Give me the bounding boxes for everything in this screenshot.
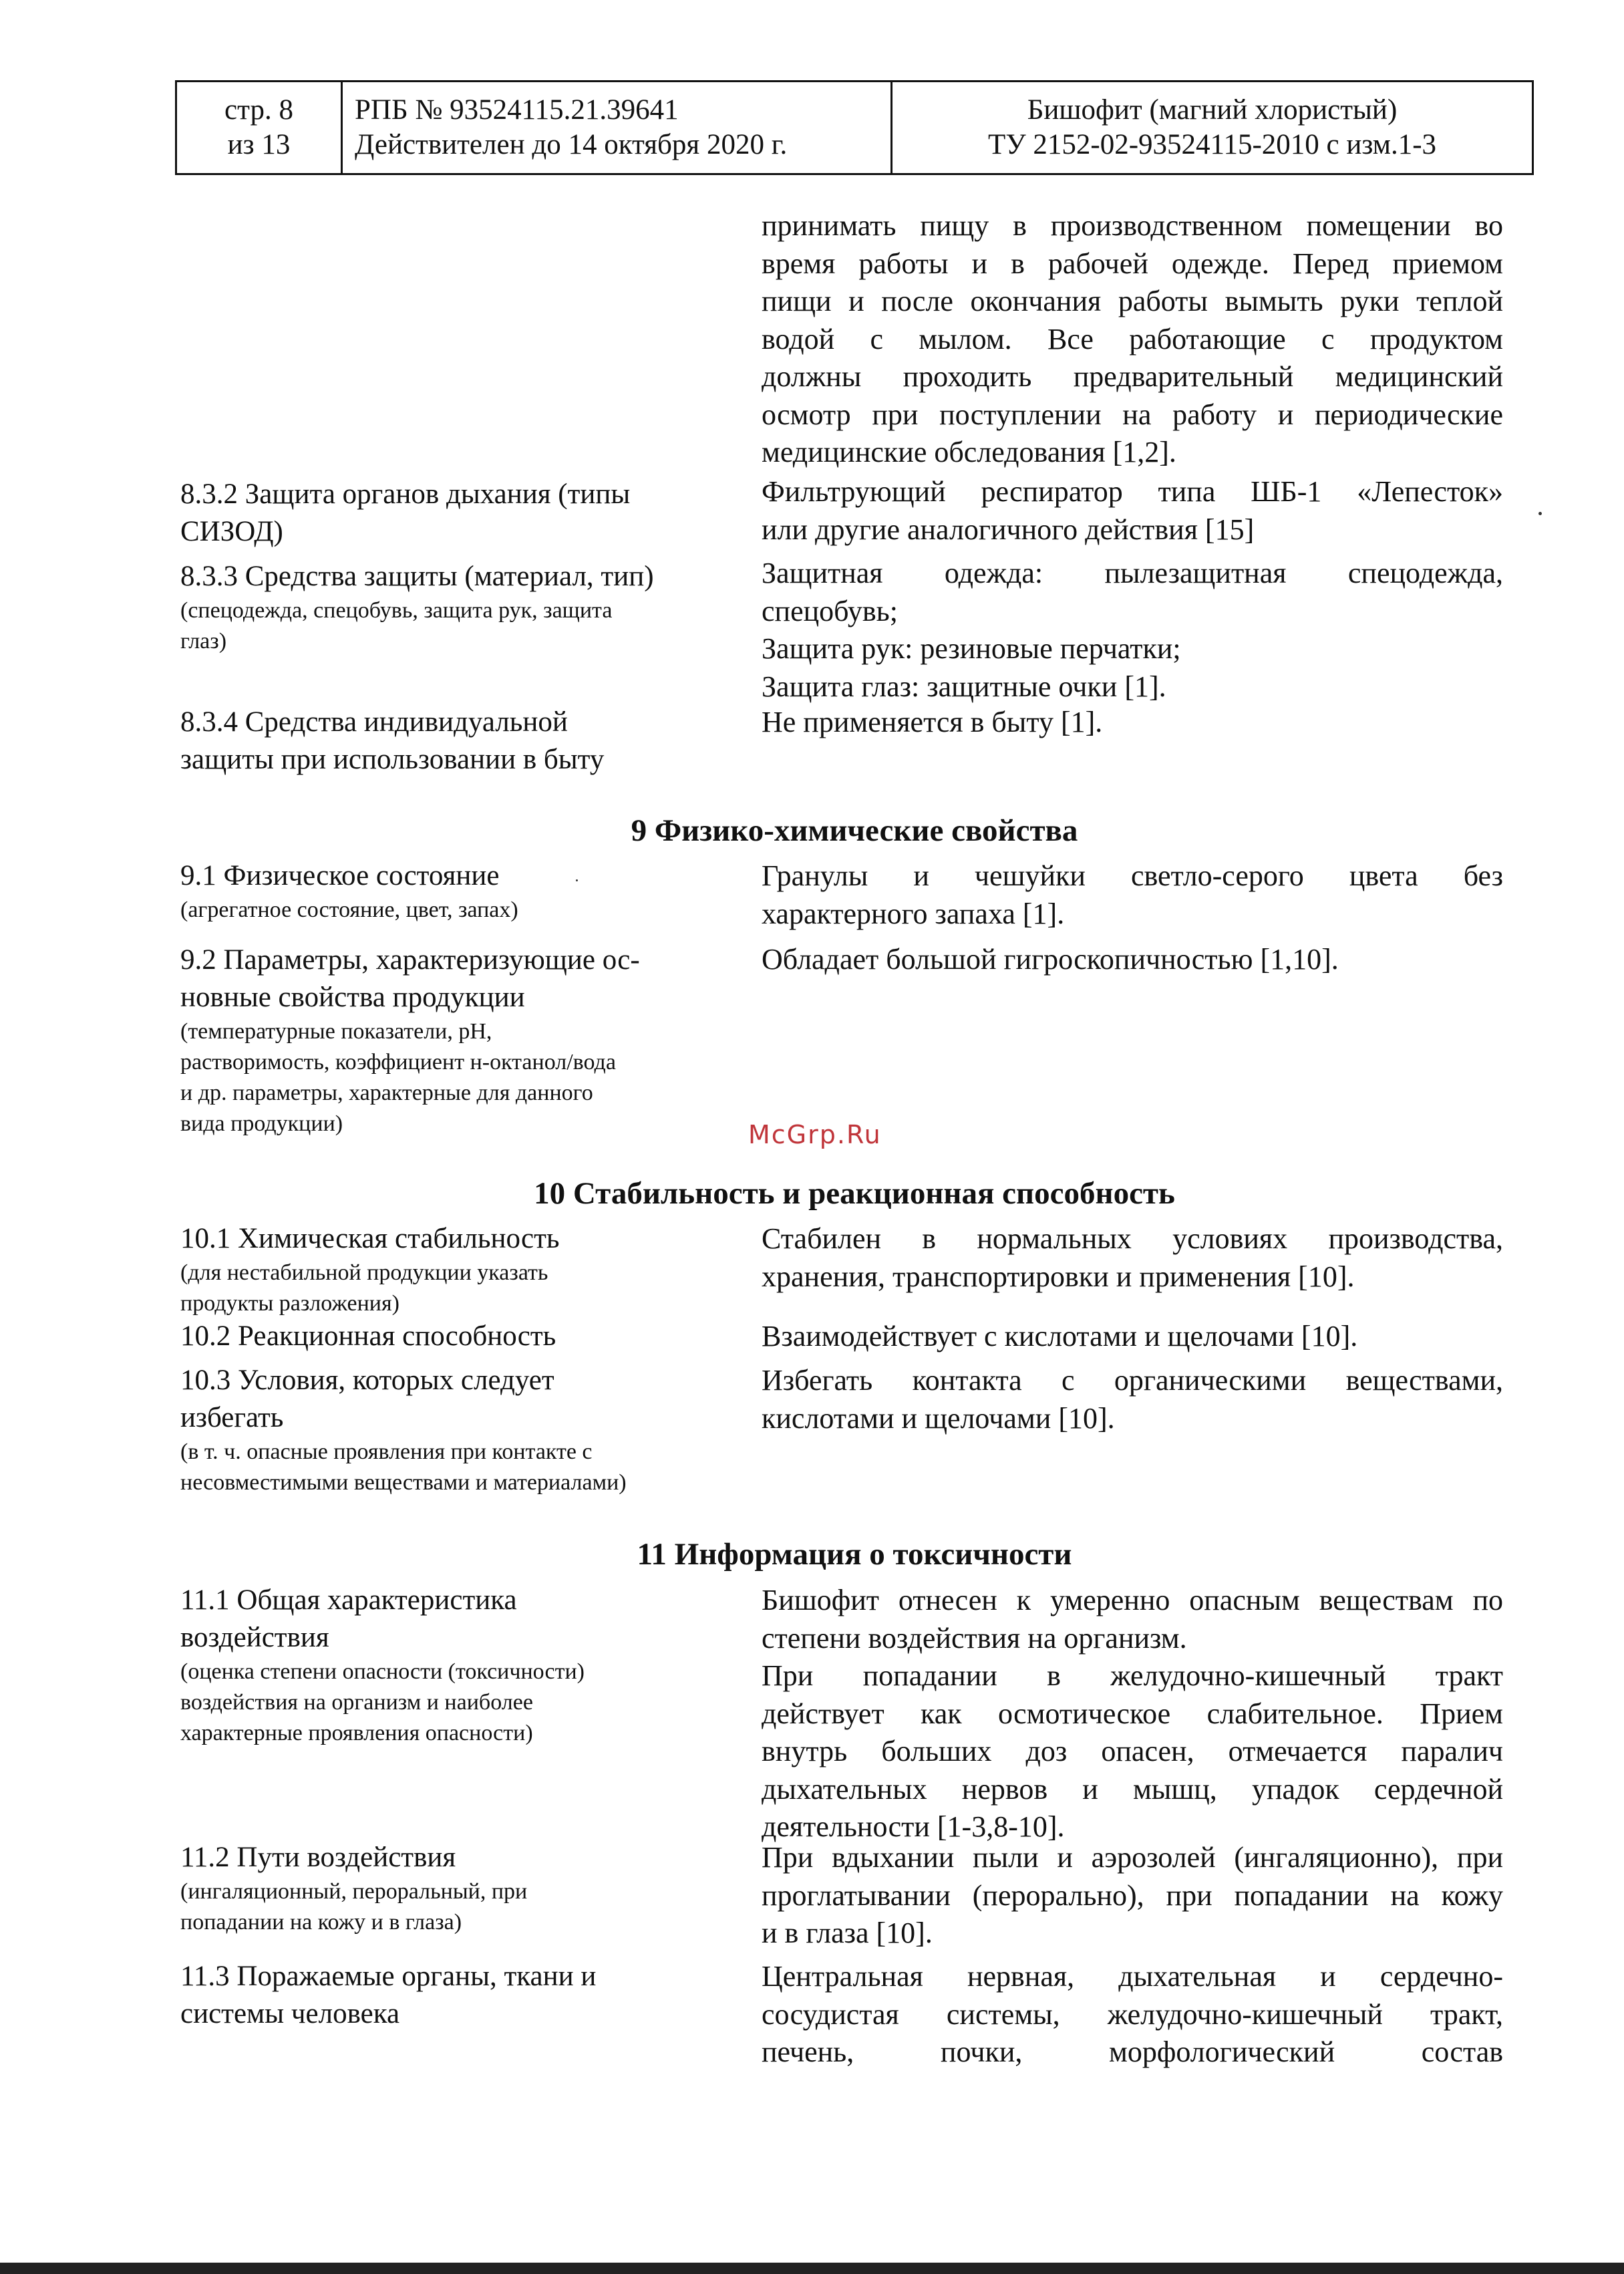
text-line: должны проходить предварительный медицинский [762,360,1503,393]
scan-speck [576,879,578,881]
item-8-3-3-label [180,558,715,657]
note-line: (оценка степени опасности (токсичности) [180,1659,585,1684]
item-8-3-4-label [180,704,715,778]
text-line: Стабилен в нормальных условиях производства, [762,1222,1503,1255]
text-line: Защита глаз: защитные очки [1]. [762,670,1166,703]
text-line: деятельности [1-3,8-10]. [762,1810,1065,1843]
text-line: или другие аналогичного действия [15] [762,513,1255,546]
header-table [175,80,1534,175]
label-line: 11.2 Пути воздействия [180,1842,456,1873]
text-line: осмотр при поступлении на работу и периодические [762,398,1503,431]
note-line: (спецодежда, спецобувь, защита рук, защита [180,598,613,623]
text-line: водой с мылом. Все работающие с продуктом [762,322,1503,356]
text-line: При попадании в желудочно-кишечный тракт [762,1659,1503,1692]
item-8-3-4-text [762,704,1503,742]
text-line: характерного запаха [1]. [762,897,1065,930]
text-line: Гранулы и чешуйки светло-серого цвета без [762,859,1503,892]
text-line: Не применяется в быту [1]. [762,706,1103,738]
label-line: воздействия [180,1622,329,1653]
valid-until: Действителен до 14 октября 2020 г. [355,129,788,160]
scan-speck [1538,512,1542,515]
item-11-3-text [762,1958,1503,2072]
item-10-3-label [180,1362,715,1498]
text-line: хранения, транспортировки и применения [10]. [762,1260,1355,1293]
page-number: стр. 8 [224,94,293,126]
page-total: из 13 [227,129,291,160]
text-line: Избегать контакта с органическими веществами, [762,1364,1503,1397]
item-9-1-text [762,857,1503,933]
text-line: Обладает большой гигроскопичностью [1,10]. [762,943,1339,976]
label-line: 10.2 Реакционная способность [180,1320,556,1352]
note-line: попадании на кожу и в глаза) [180,1910,462,1935]
header-rpb-cell [343,82,892,173]
section-10-heading: 10 Стабильность и реакционная способность [534,1176,1175,1211]
item-8-3-2-text [762,473,1503,549]
item-10-2-text [762,1318,1503,1356]
text-line: действует как осмотическое слабительное. Прием [762,1697,1503,1730]
text-line: Фильтрующий респиратор типа ШБ-1 «Лепесток» [762,475,1503,508]
label-line: 11.3 Поражаемые органы, ткани и [180,1961,597,1992]
note-line: характерные проявления опасности) [180,1721,533,1745]
text-line: внутрь больших доз опасен, отмечается паралич [762,1735,1503,1767]
text-line: степени воздействия на организм. [762,1621,1187,1655]
note-line: глаз) [180,629,227,654]
label-line: 8.3.3 Средства защиты (материал, тип) [180,561,654,592]
header-page-cell [177,82,343,173]
note-line: (температурные показатели, pH, [180,1019,492,1044]
note-line: воздействия на организм и наиболее [180,1690,533,1715]
label-line: 9.1 Физическое состояние [180,860,500,891]
text-line: и в глаза [10]. [762,1916,933,1949]
label-line: 10.3 Условия, которых следует [180,1365,554,1396]
item-11-2-label [180,1839,715,1938]
label-line: 8.3.4 Средства индивидуальной [180,706,568,738]
label-line: СИЗОД) [180,516,283,547]
label-line: 9.2 Параметры, характеризующие ос- [180,944,640,976]
text-line: проглатывании (перорально), при попадании на кожу [762,1878,1503,1912]
note-line: и др. параметры, характерные для данного [180,1081,593,1105]
rpb-number: РПБ № 93524115.21.39641 [355,94,679,126]
item-10-2-label [180,1318,715,1355]
note-line: (ингаляционный, пероральный, при [180,1879,528,1904]
item-9-2-text [762,941,1503,979]
item-10-1-text [762,1220,1503,1296]
note-line: продукты разложения) [180,1291,399,1316]
text-line: время работы и в рабочей одежде. Перед приемом [762,247,1503,280]
note-line: (для нестабильной продукции указать [180,1260,548,1285]
note-line: (агрегатное состояние, цвет, запах) [180,897,518,922]
item-9-2-label [180,942,715,1139]
label-line: новные свойства продукции [180,982,525,1013]
note-line: вида продукции) [180,1111,343,1136]
product-name: Бишофит (магний хлористый) [1027,94,1398,126]
header-product-cell [892,82,1532,173]
item-10-1-label [180,1220,715,1319]
text-line: Взаимодействует с кислотами и щелочами [10]. [762,1320,1358,1353]
item-11-3-label [180,1958,715,2033]
label-line: системы человека [180,1998,400,2029]
item-10-3-text [762,1362,1503,1437]
text-line: дыхательных нервов и мышц, упадок сердечной [762,1772,1503,1806]
label-line: 11.1 Общая характеристика [180,1584,517,1616]
item-8-3-3-text [762,555,1503,706]
text-line: Защитная одежда: пылезащитная спецодежда, [762,557,1503,589]
scan-bottom-edge [0,2263,1624,2274]
text-line: принимать пищу в производственном помещении во [762,209,1503,242]
text-line: сосудистая системы, желудочно-кишечный тракт, [762,1997,1503,2031]
label-line: защиты при использовании в быту [180,744,605,775]
item-11-2-text [762,1839,1503,1953]
note-line: несовместимыми веществами и материалами) [180,1470,627,1495]
text-line: Центральная нервная, дыхательная и сердечно- [762,1960,1503,1993]
text-line: пищи и после окончания работы вымыть руки теплой [762,285,1503,317]
item-8-3-2-label [180,476,715,551]
note-line: растворимость, коэффициент н-октанол/вода [180,1050,616,1075]
note-line: (в т. ч. опасные проявления при контакте с [180,1439,593,1464]
text-line: печень, почки, морфологический состав [762,2035,1503,2068]
watermark: McGrp.Ru [748,1120,882,1149]
item-11-1-label [180,1582,715,1749]
item-9-1-label [180,857,715,926]
label-line: 10.1 Химическая стабильность [180,1223,560,1254]
label-line: 8.3.2 Защита органов дыхания (типы [180,478,631,510]
text-line: медицинские обследования [1,2]. [762,436,1176,468]
tu-number: ТУ 2152-02-93524115-2010 с изм.1-3 [987,129,1437,160]
text-line: спецобувь; [762,594,898,627]
text-line: кислотами и щелочами [10]. [762,1401,1115,1435]
section-9-heading: 9 Физико-химические свойства [631,813,1078,848]
text-line: Защита рук: резиновые перчатки; [762,632,1181,665]
top-continuation-text [762,207,1503,472]
text-line: При вдыхании пыли и аэрозолей (ингаляционно), при [762,1841,1503,1874]
label-line: избегать [180,1402,284,1433]
section-11-heading: 11 Информация о токсичности [637,1537,1072,1572]
item-11-1-text [762,1582,1503,1846]
text-line: Бишофит отнесен к умеренно опасным веществам по [762,1584,1503,1616]
